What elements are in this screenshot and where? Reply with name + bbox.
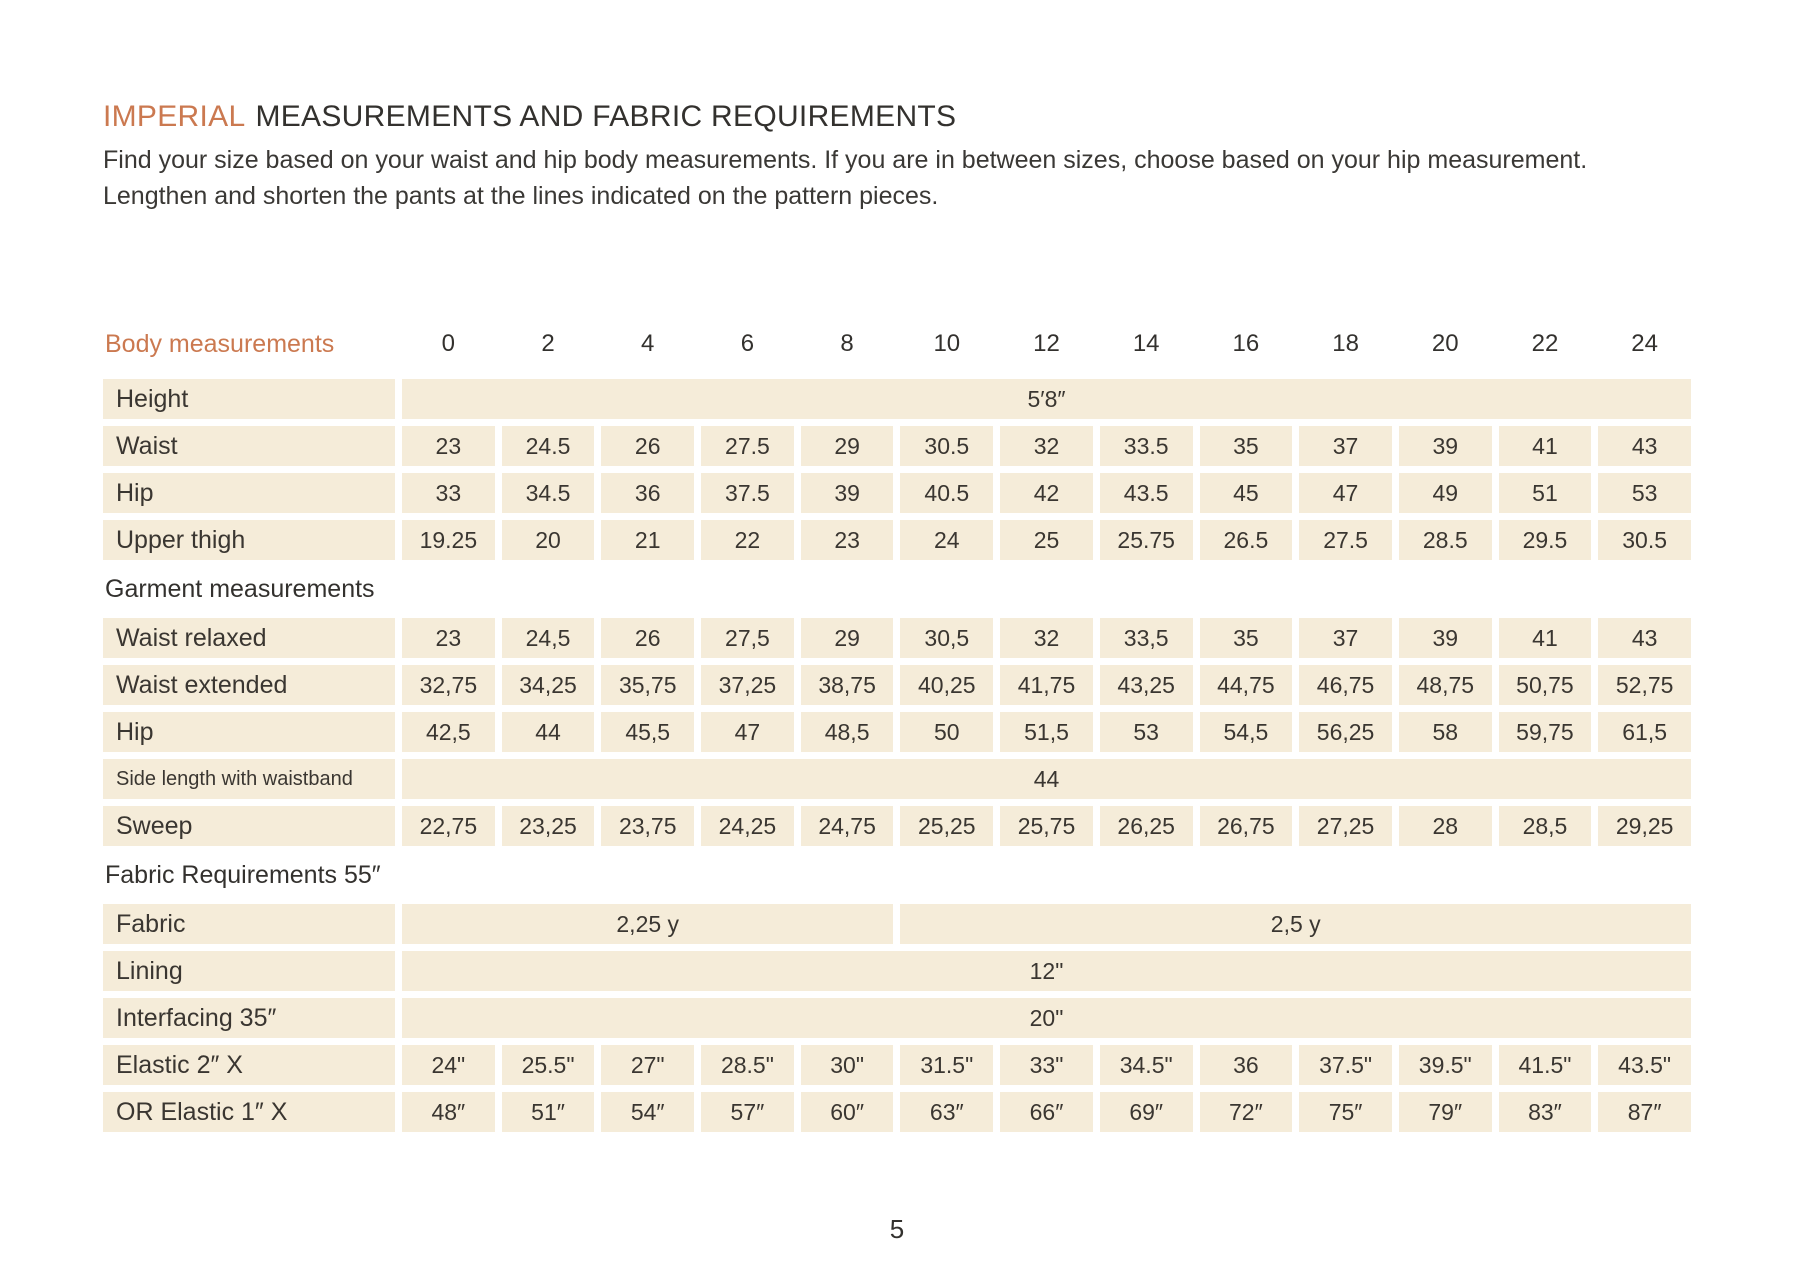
value-cell: 46,75 <box>1299 665 1392 705</box>
value-cell: 26 <box>601 618 694 658</box>
value-cell: 27,25 <box>1299 806 1392 846</box>
value-cell: 33.5 <box>1100 426 1193 466</box>
value-cell: 66″ <box>1000 1092 1093 1132</box>
size-column-header: 14 <box>1132 330 1160 357</box>
value-cell: 41.5" <box>1499 1045 1592 1085</box>
row-label: Hip <box>103 473 395 513</box>
value-cell: 51,5 <box>1000 712 1093 752</box>
value-cell: 53 <box>1598 473 1691 513</box>
value-cell: 25,25 <box>900 806 993 846</box>
value-cell: 33 <box>402 473 495 513</box>
value-cell: 26,75 <box>1200 806 1293 846</box>
value-cell: 59,75 <box>1499 712 1592 752</box>
value-cell: 29 <box>801 618 894 658</box>
body-measurements-header: Body measurements <box>105 329 335 358</box>
value-cell: 23,75 <box>601 806 694 846</box>
value-cell: 47 <box>701 712 794 752</box>
page-title-rest: MEASUREMENTS AND FABRIC REQUIREMENTS <box>255 100 957 133</box>
value-cell: 41 <box>1499 426 1592 466</box>
value-cell: 44,75 <box>1200 665 1293 705</box>
value-cell: 54″ <box>601 1092 694 1132</box>
value-cell: 30,5 <box>900 618 993 658</box>
value-cell: 25.5" <box>502 1045 595 1085</box>
size-column-header: 20 <box>1431 330 1459 357</box>
size-column-header: 2 <box>541 330 555 357</box>
value-cell: 29 <box>801 426 894 466</box>
value-cell: 23,25 <box>502 806 595 846</box>
merged-value-cell: 2,25 y <box>402 904 893 944</box>
value-cell: 49 <box>1399 473 1492 513</box>
value-cell: 35,75 <box>601 665 694 705</box>
value-cell: 52,75 <box>1598 665 1691 705</box>
row-label: Sweep <box>103 806 395 846</box>
value-cell: 24,75 <box>801 806 894 846</box>
value-cell: 69″ <box>1100 1092 1193 1132</box>
value-cell: 39 <box>1399 426 1492 466</box>
row-label: Lining <box>103 951 395 991</box>
size-column-header: 0 <box>441 330 456 357</box>
value-cell: 28,5 <box>1499 806 1592 846</box>
value-cell: 24" <box>402 1045 495 1085</box>
value-cell: 32 <box>1000 618 1093 658</box>
value-cell: 79″ <box>1399 1092 1492 1132</box>
value-cell: 50 <box>900 712 993 752</box>
value-cell: 20 <box>502 520 595 560</box>
value-cell: 41 <box>1499 618 1592 658</box>
measurement-table <box>103 379 1691 1132</box>
value-cell: 39 <box>801 473 894 513</box>
value-cell: 36 <box>601 473 694 513</box>
value-cell: 26,25 <box>1100 806 1193 846</box>
page-title <box>103 0 1691 134</box>
value-cell: 37.5 <box>701 473 794 513</box>
value-cell: 48,75 <box>1399 665 1492 705</box>
value-cell: 26.5 <box>1200 520 1293 560</box>
value-cell: 60″ <box>801 1092 894 1132</box>
row-label: Upper thigh <box>103 520 395 560</box>
value-cell: 28.5" <box>701 1045 794 1085</box>
value-cell: 24,5 <box>502 618 595 658</box>
value-cell: 37.5" <box>1299 1045 1392 1085</box>
value-cell: 39 <box>1399 618 1492 658</box>
row-label: Height <box>103 379 395 419</box>
value-cell: 36 <box>1200 1045 1293 1085</box>
value-cell: 48,5 <box>801 712 894 752</box>
value-cell: 23 <box>801 520 894 560</box>
value-cell: 38,75 <box>801 665 894 705</box>
size-column-header: 16 <box>1232 330 1260 357</box>
value-cell: 30.5 <box>1598 520 1691 560</box>
value-cell: 22,75 <box>402 806 495 846</box>
value-cell: 40,25 <box>900 665 993 705</box>
value-cell: 19.25 <box>402 520 495 560</box>
value-cell: 23 <box>402 618 495 658</box>
row-label: OR Elastic 1″ X <box>103 1092 395 1132</box>
value-cell: 51″ <box>502 1092 595 1132</box>
value-cell: 37 <box>1299 426 1392 466</box>
value-cell: 33" <box>1000 1045 1093 1085</box>
value-cell: 25 <box>1000 520 1093 560</box>
value-cell: 42 <box>1000 473 1093 513</box>
value-cell: 57″ <box>701 1092 794 1132</box>
size-column-header: 12 <box>1033 330 1060 357</box>
value-cell: 24 <box>900 520 993 560</box>
row-label: Elastic 2″ X <box>103 1045 395 1085</box>
value-cell: 28 <box>1399 806 1492 846</box>
merged-value-cell: 5′8″ <box>402 379 1691 419</box>
row-label: Waist extended <box>103 665 395 705</box>
value-cell: 61,5 <box>1598 712 1691 752</box>
value-cell: 72″ <box>1200 1092 1293 1132</box>
value-cell: 26 <box>601 426 694 466</box>
value-cell: 27,5 <box>701 618 794 658</box>
value-cell: 83″ <box>1499 1092 1592 1132</box>
page-subtitle: Find your size based on your waist and hip body measurements. If you are in between sizes, choose based on your hip measurement. Lengthen and shorten the pants at the lines indicated on the pattern pieces. <box>103 146 1588 210</box>
value-cell: 25,75 <box>1000 806 1093 846</box>
value-cell: 34.5" <box>1100 1045 1193 1085</box>
value-cell: 35 <box>1200 618 1293 658</box>
row-label: Waist <box>103 426 395 466</box>
page-title-highlight: IMPERIAL <box>103 100 246 133</box>
merged-value-cell: 44 <box>402 759 1691 799</box>
row-label: Hip <box>103 712 395 752</box>
value-cell: 32,75 <box>402 665 495 705</box>
value-cell: 75″ <box>1299 1092 1392 1132</box>
value-cell: 87″ <box>1598 1092 1691 1132</box>
value-cell: 21 <box>601 520 694 560</box>
value-cell: 32 <box>1000 426 1093 466</box>
value-cell: 43.5" <box>1598 1045 1691 1085</box>
value-cell: 63″ <box>900 1092 993 1132</box>
value-cell: 41,75 <box>1000 665 1093 705</box>
value-cell: 34,25 <box>502 665 595 705</box>
value-cell: 27" <box>601 1045 694 1085</box>
section-header: Fabric Requirements 55″ <box>105 860 381 889</box>
value-cell: 34.5 <box>502 473 595 513</box>
value-cell: 22 <box>701 520 794 560</box>
value-cell: 30" <box>801 1045 894 1085</box>
value-cell: 29,25 <box>1598 806 1691 846</box>
value-cell: 45,5 <box>601 712 694 752</box>
value-cell: 43 <box>1598 618 1691 658</box>
value-cell: 24,25 <box>701 806 794 846</box>
row-label: Fabric <box>103 904 395 944</box>
value-cell: 50,75 <box>1499 665 1592 705</box>
value-cell: 30.5 <box>900 426 993 466</box>
row-label: Side length with waistband <box>103 759 395 799</box>
value-cell: 44 <box>502 712 595 752</box>
size-column-header: 18 <box>1332 330 1359 357</box>
value-cell: 27.5 <box>701 426 794 466</box>
value-cell: 43,25 <box>1100 665 1193 705</box>
value-cell: 35 <box>1200 426 1293 466</box>
value-cell: 28.5 <box>1399 520 1492 560</box>
value-cell: 51 <box>1499 473 1592 513</box>
value-cell: 56,25 <box>1299 712 1392 752</box>
value-cell: 31.5" <box>900 1045 993 1085</box>
value-cell: 29.5 <box>1499 520 1592 560</box>
row-label: Interfacing 35″ <box>103 998 395 1038</box>
page-number: 5 <box>889 1214 905 1244</box>
size-column-header: 8 <box>840 330 854 357</box>
value-cell: 37,25 <box>701 665 794 705</box>
value-cell: 40.5 <box>900 473 993 513</box>
value-cell: 39.5" <box>1399 1045 1492 1085</box>
value-cell: 24.5 <box>502 426 595 466</box>
document-page <box>103 0 1691 1245</box>
size-column-header: 22 <box>1531 330 1559 357</box>
size-header-row <box>103 324 1691 364</box>
value-cell: 48″ <box>402 1092 495 1132</box>
value-cell: 37 <box>1299 618 1392 658</box>
value-cell: 58 <box>1399 712 1492 752</box>
merged-value-cell: 20" <box>402 998 1691 1038</box>
section-header: Garment measurements <box>105 574 375 603</box>
value-cell: 23 <box>402 426 495 466</box>
merged-value-cell: 12" <box>402 951 1691 991</box>
value-cell: 33,5 <box>1100 618 1193 658</box>
value-cell: 43.5 <box>1100 473 1193 513</box>
size-column-header: 6 <box>740 330 755 357</box>
value-cell: 27.5 <box>1299 520 1392 560</box>
value-cell: 43 <box>1598 426 1691 466</box>
value-cell: 25.75 <box>1100 520 1193 560</box>
size-column-header: 24 <box>1631 330 1658 357</box>
row-label: Waist relaxed <box>103 618 395 658</box>
value-cell: 42,5 <box>402 712 495 752</box>
value-cell: 53 <box>1100 712 1193 752</box>
value-cell: 45 <box>1200 473 1293 513</box>
value-cell: 54,5 <box>1200 712 1293 752</box>
size-column-header: 10 <box>933 330 961 357</box>
size-column-header: 4 <box>641 330 655 357</box>
value-cell: 47 <box>1299 473 1392 513</box>
merged-value-cell: 2,5 y <box>900 904 1691 944</box>
